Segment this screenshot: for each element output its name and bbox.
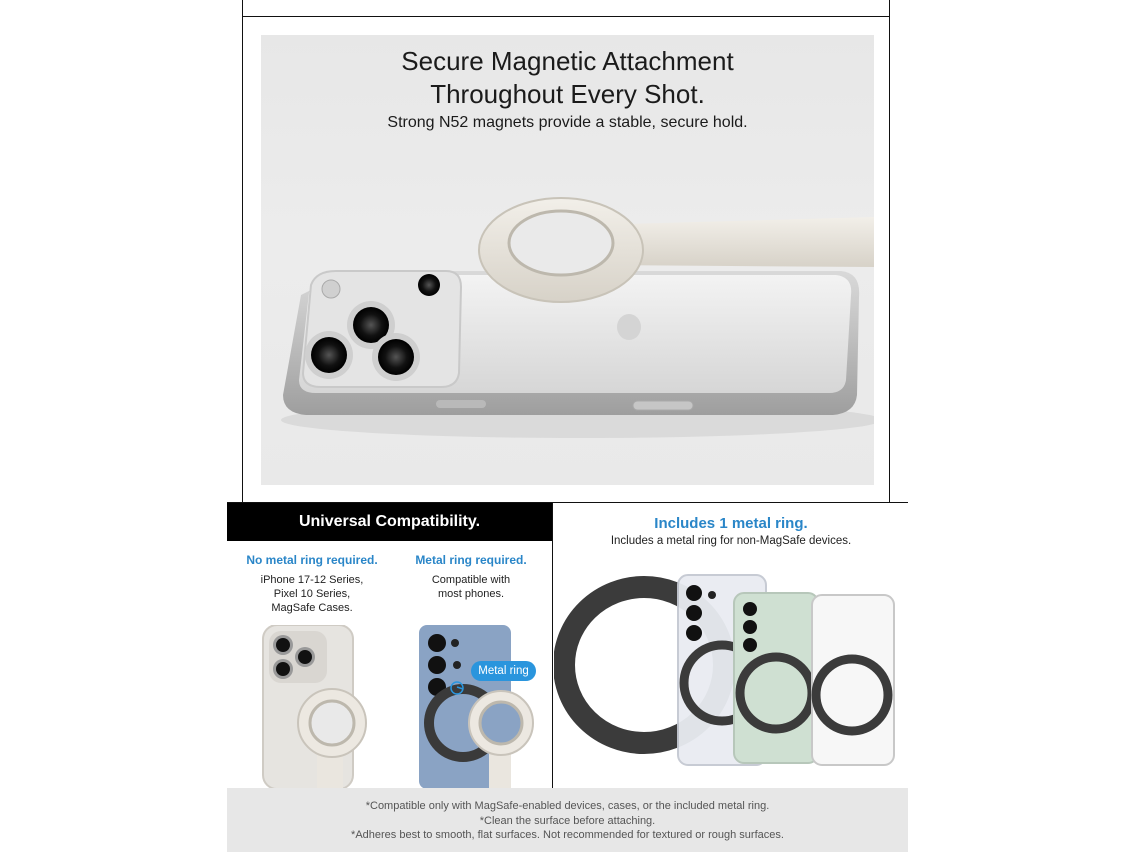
top-divider bbox=[242, 16, 890, 17]
metal-ring-label: Metal ring bbox=[471, 661, 536, 681]
hero-subtitle: Strong N52 magnets provide a stable, secure hold. bbox=[387, 114, 748, 131]
footnote-1: *Compatible only with MagSafe-enabled devices, cases, or the included metal ring. bbox=[365, 800, 770, 812]
footnote-2: *Clean the surface before attaching. bbox=[479, 814, 656, 827]
included-ring-title: Includes 1 metal ring. bbox=[654, 515, 808, 532]
no-ring-title: No metal ring required. bbox=[246, 553, 378, 567]
compatibility-panel bbox=[227, 503, 552, 789]
hero-title: Secure Magnetic Attachment Throughout Every Shot. bbox=[401, 46, 734, 109]
included-ring-subtitle: Includes a metal ring for non-MagSafe devices. bbox=[610, 535, 852, 547]
iphone-with-grip-image bbox=[257, 625, 387, 789]
metal-ring-and-cases-image bbox=[554, 565, 908, 787]
ring-required-text: Compatible with most phones. bbox=[431, 574, 511, 600]
footnotes bbox=[227, 788, 908, 852]
section-divider bbox=[552, 503, 553, 789]
ring-required-title: Metal ring required. bbox=[415, 553, 527, 567]
included-ring-panel bbox=[554, 503, 908, 789]
compatibility-header: Universal Compatibility. bbox=[227, 503, 552, 541]
footnote-3: *Adheres best to smooth, flat surfaces. Not recommended for textured or rough surfaces. bbox=[351, 829, 784, 841]
bottom-section bbox=[227, 502, 908, 789]
no-ring-text: iPhone 17-12 Series, Pixel 10 Series, MagSafe Cases. bbox=[260, 574, 364, 614]
hero-banner bbox=[261, 35, 874, 485]
android-with-ring-image bbox=[417, 625, 547, 789]
